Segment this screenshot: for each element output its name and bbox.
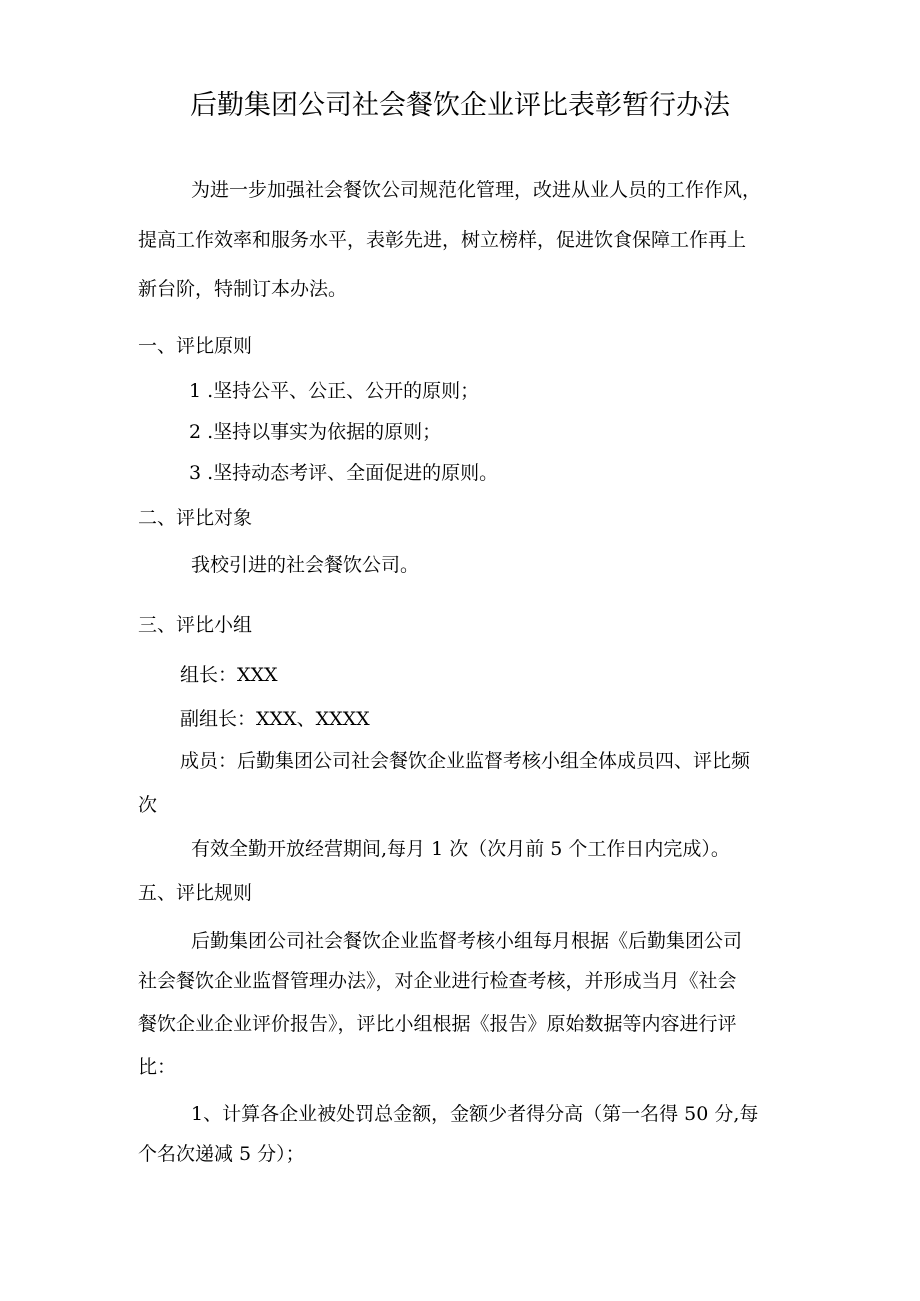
section5-heading: 五、评比规则: [138, 882, 253, 904]
section1-item-2: 2 .坚持以事实为依据的原则；: [189, 421, 442, 443]
section2-body: 我校引进的社会餐饮公司。: [191, 554, 420, 576]
section5-body-line-3: 餐饮企业企业评价报告》，评比小组根据《报告》原始数据等内容进行评: [138, 1013, 737, 1035]
group-members-line-2: 次: [138, 794, 158, 816]
intro-line-2: 提高工作效率和服务水平，表彰先进，树立榜样，促进饮食保障工作再上: [138, 229, 747, 251]
group-deputy: 副组长：XXX、XXXX: [180, 708, 370, 730]
section1-item-3: 3 .坚持动态考评、全面促进的原则。: [189, 462, 499, 484]
intro-line-3: 新台阶，特制订本办法。: [138, 278, 348, 300]
section5-body-line-4: 比：: [138, 1056, 177, 1078]
section3-heading: 三、评比小组: [138, 614, 253, 636]
section5-body-line-1: 后勤集团公司社会餐饮企业监督考核小组每月根据《后勤集团公司: [191, 930, 743, 952]
section4-body: 有效全勤开放经营期间,每月 1 次（次月前 5 个工作日内完成）。: [191, 838, 730, 860]
section5-body-line-2: 社会餐饮企业监督管理办法》，对企业进行检查考核，并形成当月《社会: [138, 970, 737, 992]
group-leader: 组长：XXX: [180, 664, 278, 686]
section2-heading: 二、评比对象: [138, 507, 253, 529]
document-title: 后勤集团公司社会餐饮企业评比表彰暂行办法: [190, 90, 730, 121]
section1-item-1: 1 .坚持公平、公正、公开的原则；: [189, 380, 480, 402]
group-members-line-1: 成员：后勤集团公司社会餐饮企业监督考核小组全体成员四、评比频: [180, 750, 751, 772]
section1-heading: 一、评比原则: [138, 335, 253, 357]
rule-1-line-1: 1、计算各企业被处罚总金额，金额少者得分高（第一名得 50 分,每: [191, 1103, 759, 1125]
intro-line-1: 为进一步加强社会餐饮公司规范化管理，改进从业人员的工作作风，: [191, 179, 762, 201]
rule-1-line-2: 个名次递减 5 分）；: [138, 1143, 305, 1165]
